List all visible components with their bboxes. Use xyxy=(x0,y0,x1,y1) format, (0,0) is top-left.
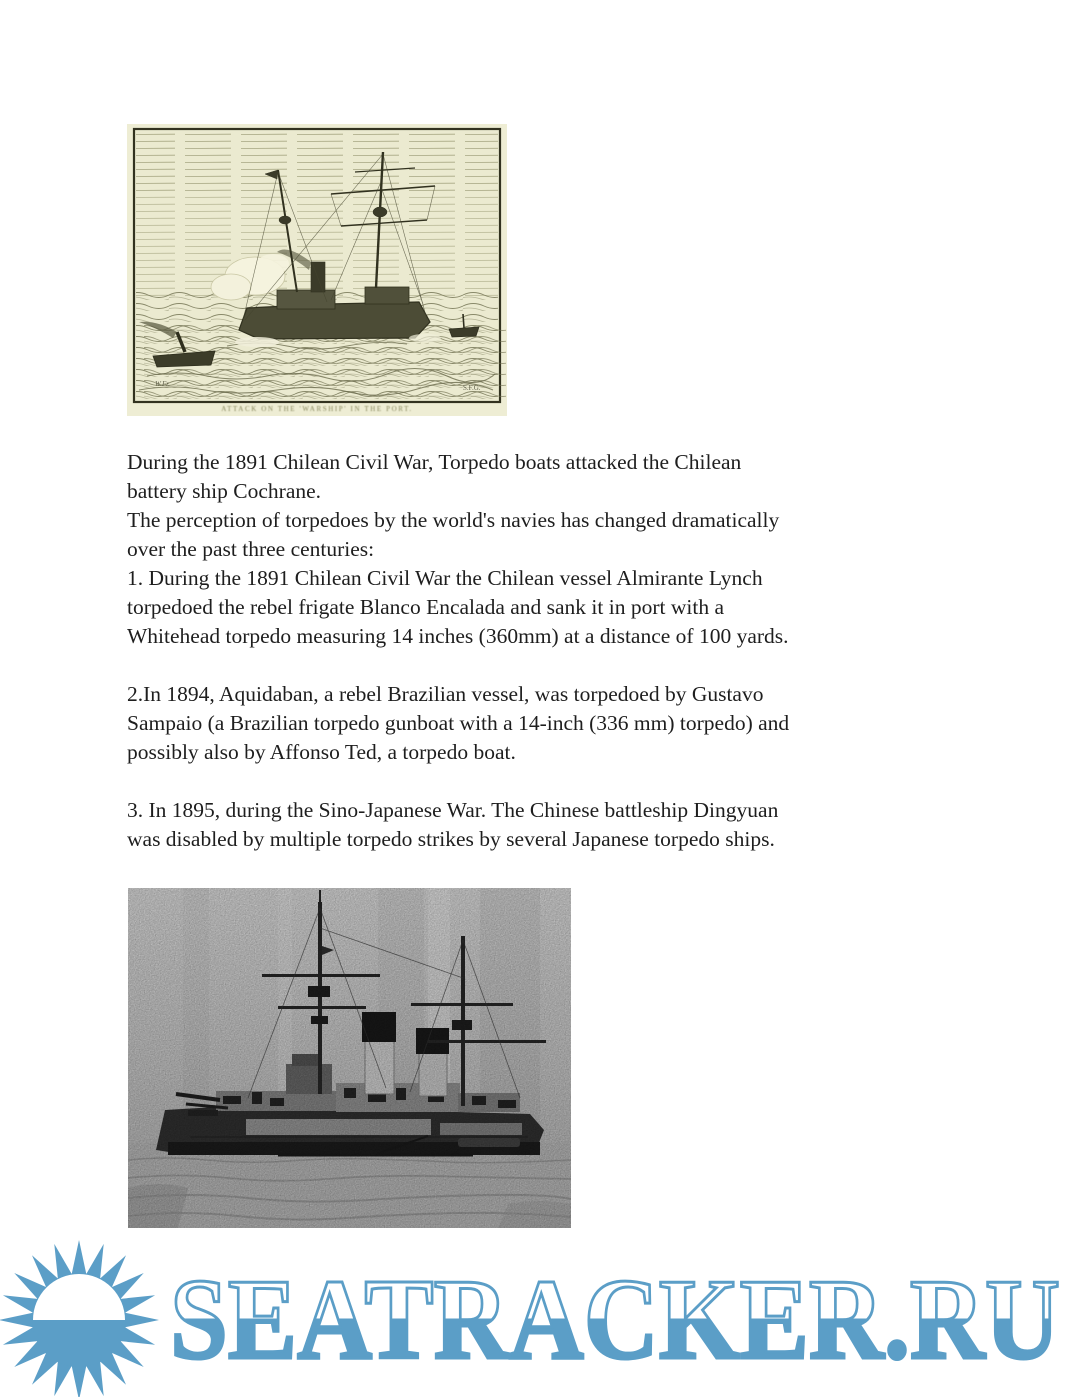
text-line: Whitehead torpedo measuring 14 inches (360mm) at a distance of 100 yards. xyxy=(127,624,789,648)
seatracker-logo-text: SEATRACKER.RU xyxy=(170,1256,1060,1384)
text-line: torpedoed the rebel frigate Blanco Encalada and sank it in port with a xyxy=(127,595,725,619)
engraving-signature-left: W.Fr. xyxy=(155,380,170,388)
engraving-image xyxy=(127,124,507,416)
engraving-signature-right: S.F.G. xyxy=(463,384,481,392)
seatracker-sun-icon xyxy=(0,1236,165,1397)
text-line: over the past three centuries: xyxy=(127,537,375,561)
text-line: battery ship Cochrane. xyxy=(127,479,322,503)
seatracker-logo xyxy=(170,1256,1075,1384)
text-line-blank xyxy=(127,651,957,680)
text-line: 3. In 1895, during the Sino-Japanese War. The Chinese battleship Dingyuan xyxy=(127,798,779,822)
engraving-art xyxy=(127,124,507,416)
text-line: During the 1891 Chilean Civil War, Torpedo boats attacked the Chilean xyxy=(127,450,742,474)
text-line: 1. During the 1891 Chilean Civil War the Chilean vessel Almirante Lynch xyxy=(127,566,763,590)
battleship-photo-art xyxy=(128,888,571,1228)
text-line: Sampaio (a Brazilian torpedo gunboat with a 14-inch (336 mm) torpedo) and xyxy=(127,711,790,735)
engraving-caption: ATTACK ON THE 'WARSHIP' IN THE PORT. xyxy=(221,405,413,413)
text-line: The perception of torpedoes by the world's navies has changed dramatically xyxy=(127,508,780,532)
text-line: was disabled by multiple torpedo strikes by several Japanese torpedo ships. xyxy=(127,827,775,851)
battleship-photo xyxy=(128,888,571,1228)
text-line-blank xyxy=(127,767,957,796)
text-line: 2.In 1894, Aquidaban, a rebel Brazilian vessel, was torpedoed by Gustavo xyxy=(127,682,764,706)
text-line: possibly also by Affonso Ted, a torpedo boat. xyxy=(127,740,516,764)
article-text xyxy=(127,448,957,854)
